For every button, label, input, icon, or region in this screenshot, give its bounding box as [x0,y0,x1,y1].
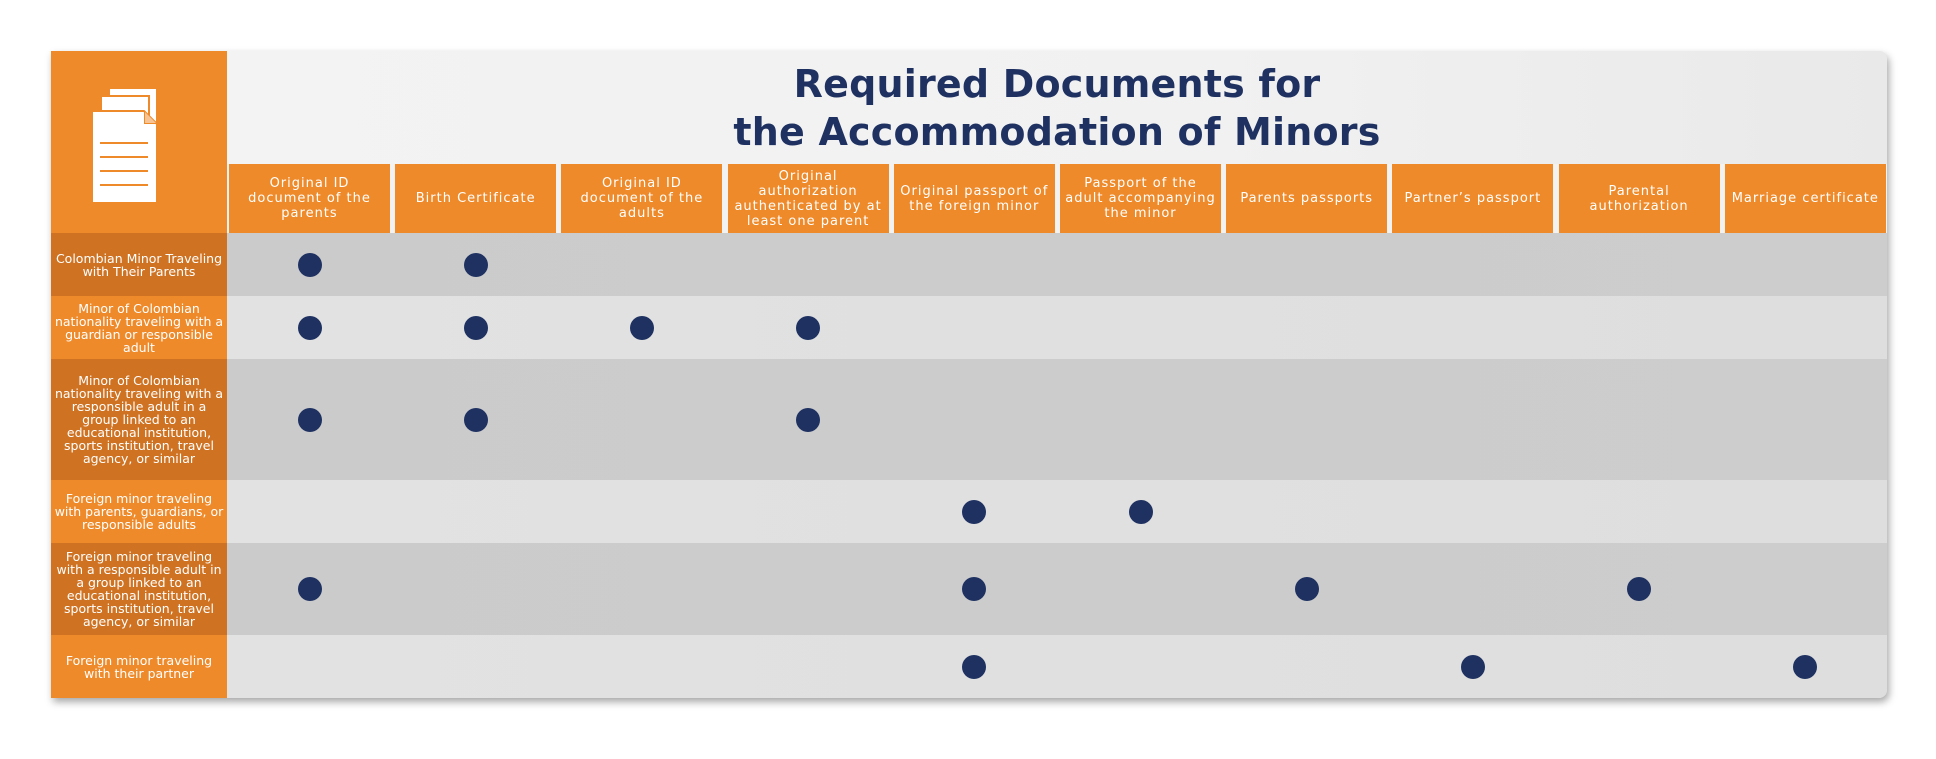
required-dot [1295,577,1319,601]
column-header: Marriage certificate [1725,164,1886,233]
table-row [51,480,1887,543]
required-dot [1627,577,1651,601]
row-label: Minor of Colombian nationality traveling with a responsible adult in a group linked to an educational institution, sports institution, travel agency, or similar [51,359,227,480]
row-label: Foreign minor traveling with parents, guardians, or responsible adults [51,480,227,543]
column-header: Passport of the adult accompanying the minor [1060,164,1221,233]
required-dot [962,500,986,524]
row-cells [227,543,1887,635]
logo-cell [51,51,227,233]
row-label: Colombian Minor Traveling with Their Parents [51,233,227,296]
column-header: Parents passports [1226,164,1387,233]
table-row [51,233,1887,296]
table-row [51,543,1887,635]
required-dot [298,577,322,601]
table-row [51,296,1887,359]
row-cells [227,480,1887,543]
table-row [51,635,1887,698]
title-line-1: Required Documents for [793,61,1321,106]
column-header: Parental authorization [1559,164,1720,233]
column-header: Original passport of the foreign minor [894,164,1055,233]
required-dot [464,316,488,340]
column-header: Original ID document of the adults [561,164,722,233]
row-cells [227,233,1887,296]
required-dot [630,316,654,340]
column-headers [227,164,1887,233]
row-cells [227,635,1887,698]
column-header: Partner’s passport [1392,164,1553,233]
required-dot [796,316,820,340]
row-label: Foreign minor traveling with their partner [51,635,227,698]
documents-icon [51,51,227,233]
required-dot [464,253,488,277]
required-dot [962,577,986,601]
requirements-card [51,51,1887,698]
required-dot [962,655,986,679]
table-row [51,359,1887,480]
required-dot [298,408,322,432]
required-dot [796,408,820,432]
page-title [227,51,1887,164]
required-dot [1793,655,1817,679]
required-dot [298,316,322,340]
required-dot [1461,655,1485,679]
row-cells [227,296,1887,359]
column-header: Original ID document of the parents [229,164,390,233]
row-label: Minor of Colombian nationality traveling with a guardian or responsible adult [51,296,227,359]
column-header: Birth Certificate [395,164,556,233]
required-dot [298,253,322,277]
row-label: Foreign minor traveling with a responsible adult in a group linked to an educational institution, sports institution, travel agency, or similar [51,543,227,635]
row-cells [227,359,1887,480]
column-header: Original authorization authenticated by at least one parent [728,164,889,233]
title-line-2: the Accommodation of Minors [733,109,1381,154]
required-dot [464,408,488,432]
required-dot [1129,500,1153,524]
